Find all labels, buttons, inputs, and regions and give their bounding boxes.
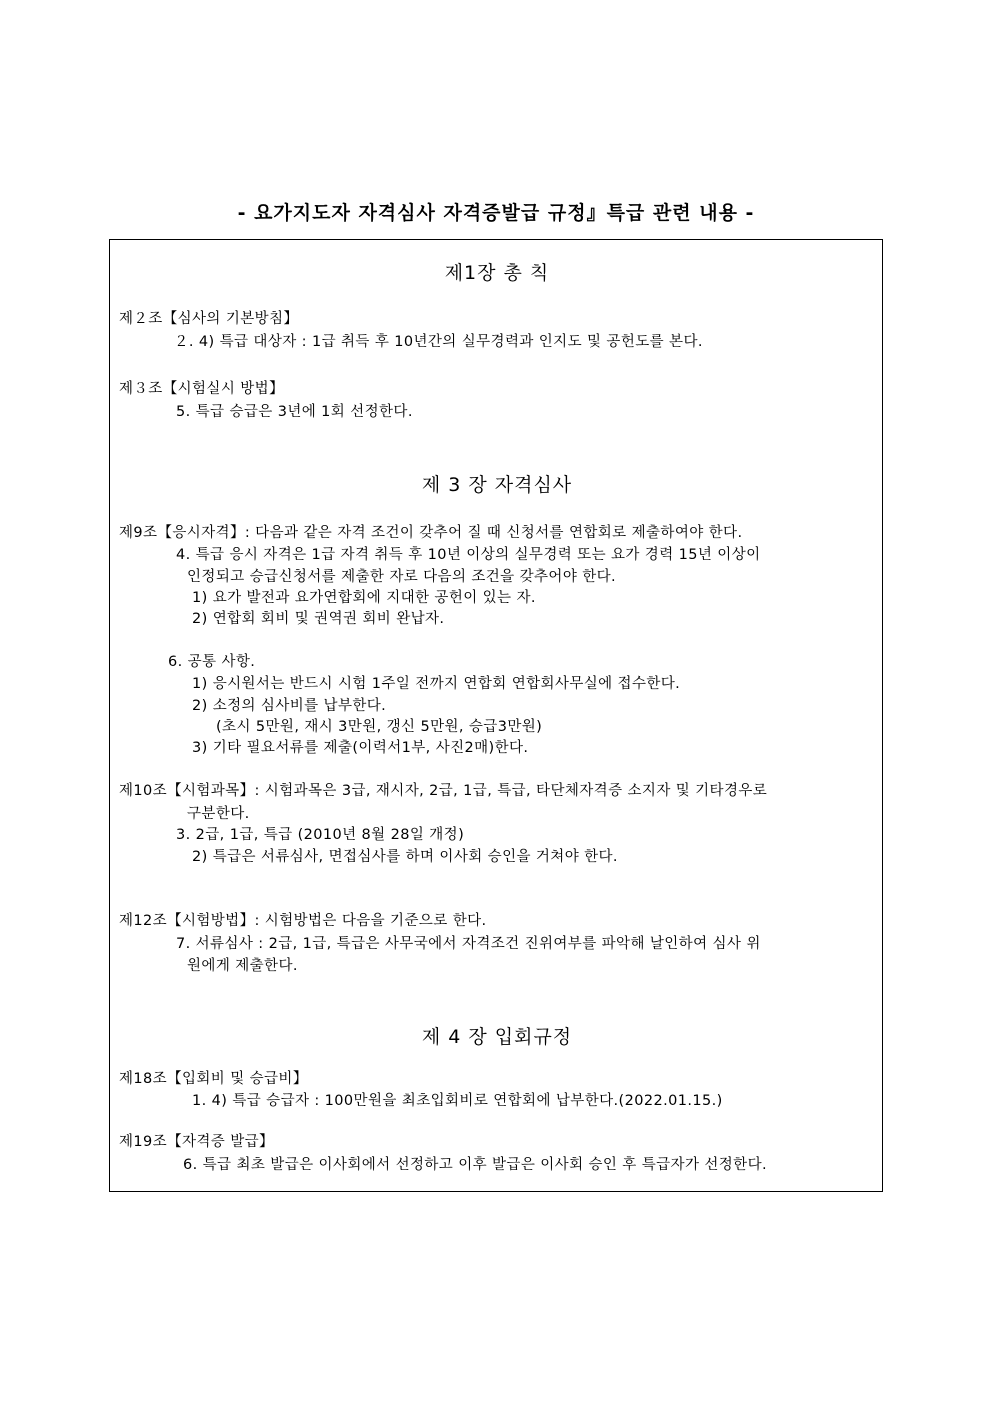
article-19-item: 6. 특급 최초 발급은 이사회에서 선정하고 이후 발급은 이사회 승인 후 특급자가 선정한다. xyxy=(183,1157,767,1173)
article-2-heading: 제２조【심사의 기본방침】 xyxy=(119,311,299,327)
article-9-item-4-1: 1) 요가 발전과 요가연합회에 지대한 공헌이 있는 자. xyxy=(192,590,536,606)
article-10-heading-cont: 구분한다. xyxy=(187,806,250,822)
article-9-item-6: 6. 공통 사항. xyxy=(168,654,256,670)
regulation-box xyxy=(109,239,883,1192)
article-18-heading: 제18조【입회비 및 승급비】 xyxy=(119,1071,308,1087)
article-3-item: 5. 특급 승급은 3년에 1회 선정한다. xyxy=(176,404,413,420)
article-9-item-6-2-fees: (초시 5만원, 재시 3만원, 갱신 5만원, 승급3만원) xyxy=(216,719,543,735)
article-9-item-6-2: 2) 소정의 심사비를 납부한다. xyxy=(192,698,387,714)
article-10-item-3: 3. 2급, 1급, 특급 (2010년 8월 28일 개정) xyxy=(176,827,465,843)
article-9-item-6-3: 3) 기타 필요서류를 제출(이력서1부, 사진2매)한다. xyxy=(192,740,529,756)
chapter-4-heading: 제 4 장 입회규정 xyxy=(421,1026,573,1048)
document-title: - 요가지도자 자격심사 자격증발급 규정』특급 관련 내용 - xyxy=(237,202,755,224)
article-9-item-4-cont: 인정되고 승급신청서를 제출한 자로 다음의 조건을 갖추어야 한다. xyxy=(187,569,617,585)
article-9-heading: 제9조【응시자격】: 다음과 같은 자격 조건이 갖추어 질 때 신청서를 연합회로 제출하여야 한다. xyxy=(119,525,743,541)
chapter-1-heading: 제1장 총 칙 xyxy=(444,262,550,284)
article-10-item-3-2: 2) 특급은 서류심사, 면접심사를 하며 이사회 승인을 거쳐야 한다. xyxy=(192,849,618,865)
article-12-item-7: 7. 서류심사 : 2급, 1급, 특급은 사무국에서 자격조건 진위여부를 파악해 날인하여 심사 위 xyxy=(176,936,761,952)
article-2-item: ２. 4) 특급 대상자 : 1급 취득 후 10년간의 실무경력과 인지도 및 공헌도를 본다. xyxy=(174,334,703,350)
article-12-item-7-cont: 원에게 제출한다. xyxy=(187,958,298,974)
chapter-3-heading: 제 3 장 자격심사 xyxy=(421,474,573,496)
article-9-item-4: 4. 특급 응시 자격은 1급 자격 취득 후 10년 이상의 실무경력 또는 요가 경력 15년 이상이 xyxy=(176,547,761,563)
article-3-heading: 제３조【시험실시 방법】 xyxy=(119,381,284,397)
article-12-heading: 제12조【시험방법】: 시험방법은 다음을 기준으로 한다. xyxy=(119,913,487,929)
article-18-item: 1. 4) 특급 승급자 : 100만원을 최초입회비로 연합회에 납부한다.(2022.01.15.) xyxy=(192,1093,723,1109)
article-10-heading: 제10조【시험과목】: 시험과목은 3급, 재시자, 2급, 1급, 특급, 타단체자격증 소지자 및 기타경우로 xyxy=(119,783,768,799)
article-9-item-6-1: 1) 응시원서는 반드시 시험 1주일 전까지 연합회 연합회사무실에 접수한다. xyxy=(192,676,681,692)
article-19-heading: 제19조【자격증 발급】 xyxy=(119,1134,274,1150)
article-9-item-4-2: 2) 연합회 회비 및 권역권 회비 완납자. xyxy=(192,611,445,627)
